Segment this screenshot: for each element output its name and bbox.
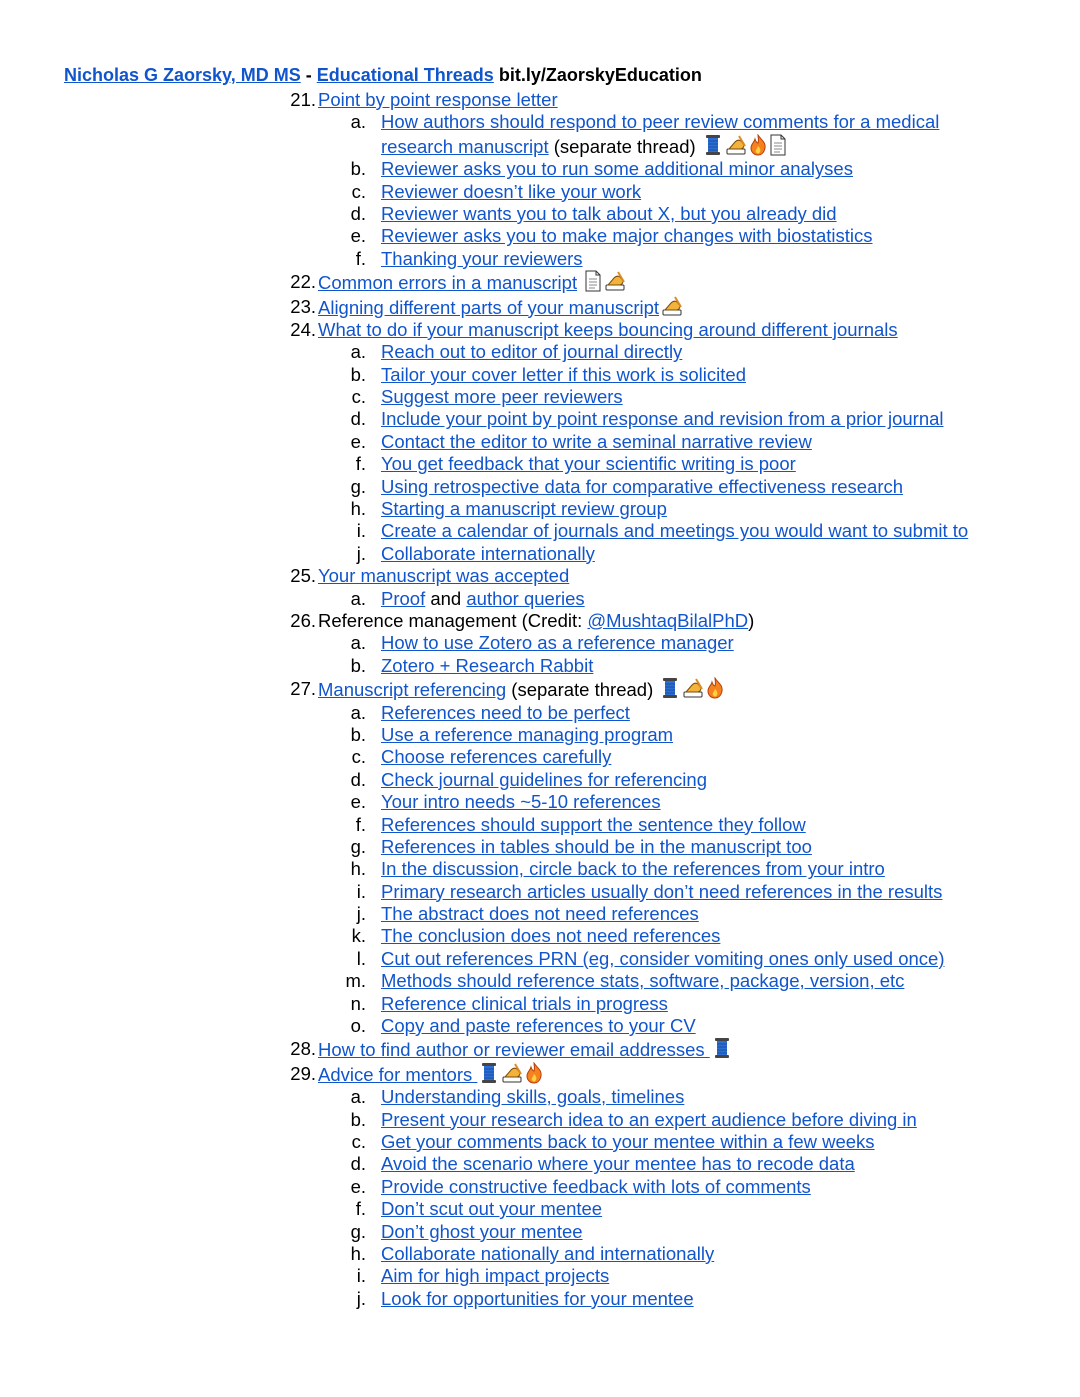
thread-link[interactable]: Provide constructive feedback with lots of comments: [381, 1175, 811, 1197]
spool-icon: [479, 1062, 499, 1084]
list-item: [0, 677, 1080, 701]
thread-link[interactable]: Starting a manuscript review group: [381, 498, 667, 520]
thread-link[interactable]: author queries: [466, 587, 585, 609]
thread-link[interactable]: Check journal guidelines for referencing: [381, 768, 707, 790]
list-item-number: e.: [350, 791, 366, 813]
list-item-number: j.: [356, 1287, 366, 1309]
thread-link[interactable]: Point by point response letter: [318, 89, 558, 110]
list-item-number: i.: [356, 880, 366, 902]
thread-link[interactable]: Methods should reference stats, software, package, version, etc: [381, 970, 905, 992]
thread-link[interactable]: How to find author or reviewer email addresses: [318, 1039, 710, 1061]
list-item-content: [381, 386, 623, 408]
list-item: [0, 203, 1080, 225]
list-item-content: [381, 836, 812, 858]
list-item-content: [381, 248, 583, 270]
list-item: [0, 565, 1080, 587]
list-item: [0, 225, 1080, 247]
list-item-content: [381, 925, 720, 947]
list-item: [0, 111, 1080, 133]
list-item-content: [381, 1153, 855, 1175]
list-item-number: l.: [356, 947, 366, 969]
list-item: [0, 1221, 1080, 1243]
thread-link[interactable]: Reviewer doesn’t like your work: [381, 180, 642, 202]
list-item: [0, 814, 1080, 836]
list-item: [0, 588, 1080, 610]
list-item-content: [381, 543, 595, 565]
list-item-content: [381, 814, 806, 836]
list-item-number: e.: [350, 1175, 366, 1197]
list-item-number: b.: [350, 654, 366, 676]
page-icon: [769, 134, 787, 156]
list-item-number: 24.: [290, 318, 316, 340]
thread-link[interactable]: research manuscript: [381, 135, 549, 157]
list-item-content: [381, 203, 837, 225]
list-item-number: b.: [350, 363, 366, 385]
thread-link[interactable]: Tailor your cover letter if this work is solicited: [381, 363, 746, 385]
thread-link[interactable]: Get your comments back to your mentee within a few weeks: [381, 1130, 875, 1152]
thread-link[interactable]: Create a calendar of journals and meetings you would want to submit to: [381, 520, 969, 542]
list-item: [0, 1288, 1080, 1310]
thread-link[interactable]: The abstract does not need references: [381, 903, 699, 925]
list-item-number: a.: [350, 632, 366, 654]
list-item: [0, 1265, 1080, 1287]
thread-link[interactable]: Your manuscript was accepted: [318, 565, 570, 587]
list-item-content: [381, 364, 746, 386]
list-item: [0, 858, 1080, 880]
list-item-content: [381, 1198, 602, 1220]
thread-link[interactable]: Reviewer asks you to make major changes with biostatistics: [381, 225, 873, 247]
plain-text: (separate thread): [548, 135, 701, 157]
list-item-content: [381, 769, 707, 791]
list-item: [0, 89, 1080, 111]
thread-link[interactable]: References need to be perfect: [381, 701, 630, 723]
list-item-number: j.: [356, 542, 366, 564]
list-item-content: [381, 746, 611, 768]
list-item-number: i.: [356, 1265, 366, 1287]
list-item-number: g.: [350, 1220, 366, 1242]
list-item-content: [381, 408, 944, 430]
thread-link[interactable]: What to do if your manuscript keeps bouncing around different journals: [318, 318, 898, 340]
list-item-content: [381, 476, 903, 498]
list-item-content: [381, 1131, 875, 1153]
thread-link[interactable]: Reviewer wants you to talk about X, but you already did: [381, 202, 837, 224]
short-link-text: bit.ly/ZaorskyEducation: [498, 65, 702, 85]
thread-link[interactable]: Reviewer asks you to run some additional minor analyses: [381, 158, 853, 180]
list-item-content: [381, 655, 593, 677]
list-item: [0, 948, 1080, 970]
list-item-content: [381, 1221, 583, 1243]
plain-text: [577, 272, 582, 293]
list-item: [0, 702, 1080, 724]
fire-icon: [749, 134, 767, 156]
list-item-number: f.: [355, 1198, 366, 1220]
thread-link[interactable]: Reference clinical trials in progress: [381, 992, 668, 1014]
list-item: [0, 520, 1080, 542]
list-item-content: [381, 858, 885, 880]
list-item-number: 25.: [290, 565, 316, 587]
list-item: [0, 1131, 1080, 1153]
list-item-content: [381, 225, 872, 247]
list-item-number: c.: [351, 180, 366, 202]
list-item-content: [381, 1176, 811, 1198]
list-item-content: [381, 520, 968, 542]
list-item: [0, 453, 1080, 475]
list-item: [0, 431, 1080, 453]
list-item-number: g.: [350, 835, 366, 857]
list-item-content: [318, 295, 683, 320]
list-item: [0, 791, 1080, 813]
list-item-number: 23.: [290, 295, 316, 317]
thread-link[interactable]: Don’t ghost your mentee: [381, 1220, 583, 1242]
list-item-content: [381, 724, 673, 746]
list-item-number: 21.: [290, 89, 316, 110]
list-item-content: [381, 632, 734, 654]
list-item-number: a.: [350, 111, 366, 133]
list-item-number: i.: [356, 520, 366, 542]
thread-link[interactable]: Collaborate nationally and internationally: [381, 1242, 715, 1264]
thread-link[interactable]: How authors should respond to peer review comments for a medical: [381, 111, 940, 133]
header-separator: -: [305, 65, 312, 85]
thread-link[interactable]: In the discussion, circle back to the references from your intro: [381, 858, 885, 880]
thread-link[interactable]: Understanding skills, goals, timelines: [381, 1086, 685, 1108]
thread-link[interactable]: Common errors in a manuscript: [318, 272, 578, 294]
list-item-content: [381, 1086, 684, 1108]
thread-link[interactable]: Manuscript referencing: [318, 679, 507, 701]
list-item: [0, 881, 1080, 903]
list-item: [0, 386, 1080, 408]
list-item-content: [381, 498, 667, 520]
list-item: [0, 970, 1080, 992]
fire-icon: [525, 1062, 543, 1084]
list-item-number: e.: [350, 225, 366, 247]
thread-link[interactable]: Advice for mentors: [318, 1063, 478, 1085]
list-item-number: b.: [350, 723, 366, 745]
list-item-content: [381, 588, 585, 610]
fire-icon: [706, 677, 724, 699]
thread-link[interactable]: Copy and paste references to your CV: [381, 1015, 696, 1037]
list-item: [0, 1109, 1080, 1131]
list-item-content: [318, 270, 626, 295]
author-link[interactable]: Nicholas G Zaorsky, MD MS: [64, 65, 301, 85]
thread-link[interactable]: You get feedback that your scientific writing is poor: [381, 453, 796, 475]
list-item-content: [381, 1265, 609, 1287]
thread-link[interactable]: Zotero + Research Rabbit: [381, 654, 594, 676]
list-item-content: [381, 702, 630, 724]
list-item-content: [381, 1243, 714, 1265]
thread-link[interactable]: Cut out references PRN (eg, consider vomiting ones only used once): [381, 947, 945, 969]
list-item: [0, 1198, 1080, 1220]
list-item-content: [318, 610, 754, 632]
list-item: [0, 925, 1080, 947]
thread-link[interactable]: Include your point by point response and revision from a prior journal: [381, 408, 944, 430]
list-item-number: b.: [350, 158, 366, 180]
writing-hand-icon: [501, 1062, 523, 1084]
list-item-content: [381, 453, 796, 475]
thread-link[interactable]: References in tables should be in the manuscript too: [381, 835, 812, 857]
spool-icon: [703, 134, 723, 156]
list-item-content: [381, 431, 812, 453]
list-item-number: f.: [355, 813, 366, 835]
thread-link[interactable]: Present your research idea to an expert audience before diving in: [381, 1108, 917, 1130]
list-item-content: [381, 1015, 696, 1037]
list-item: [0, 1153, 1080, 1175]
list-item: [0, 181, 1080, 203]
list-item: [0, 408, 1080, 430]
list-item: [0, 632, 1080, 654]
list-item: [0, 248, 1080, 270]
list-item-number: a.: [350, 1086, 366, 1108]
list-item: [0, 1037, 1080, 1061]
list-item-number: f.: [355, 247, 366, 269]
list-item-content: [318, 89, 558, 111]
list-item-number: h.: [350, 498, 366, 520]
thread-link[interactable]: @MushtaqBilalPhD: [587, 609, 749, 631]
list-item-number: 28.: [290, 1038, 316, 1060]
list-item-content: [318, 677, 724, 702]
list-item-content: [381, 881, 942, 903]
thread-link[interactable]: Avoid the scenario where your mentee has to recode data: [381, 1153, 855, 1175]
list-item-number: d.: [350, 1153, 366, 1175]
list-item-content: [381, 791, 661, 813]
thread-link[interactable]: Your intro needs ~5-10 references: [381, 791, 661, 813]
list-item-number: 27.: [290, 678, 316, 700]
list-item-number: n.: [350, 992, 366, 1014]
list-item: [0, 1176, 1080, 1198]
thread-link[interactable]: References should support the sentence they follow: [381, 813, 806, 835]
list-item-number: a.: [350, 341, 366, 363]
list-item-number: k.: [351, 925, 366, 947]
thread-link[interactable]: Using retrospective data for comparative effectiveness research: [381, 475, 904, 497]
writing-hand-icon: [682, 677, 704, 699]
list-item-number: a.: [350, 701, 366, 723]
thread-list: [0, 89, 1080, 1310]
list-item: [0, 158, 1080, 180]
list-item-number: 22.: [290, 271, 316, 293]
list-item: [0, 1086, 1080, 1108]
thread-link[interactable]: Aim for high impact projects: [381, 1265, 610, 1287]
list-item: [0, 476, 1080, 498]
list-item-content: [318, 565, 569, 587]
list-item: [0, 724, 1080, 746]
list-item: [0, 993, 1080, 1015]
list-item: [0, 746, 1080, 768]
list-item-content: [381, 970, 904, 992]
thread-link[interactable]: Primary research articles usually don’t need references in the results: [381, 880, 943, 902]
list-item-number: 29.: [290, 1062, 316, 1084]
list-item-number: c.: [351, 746, 366, 768]
list-item: [0, 498, 1080, 520]
list-item: [0, 270, 1080, 294]
list-item: [0, 295, 1080, 319]
thread-link[interactable]: The conclusion does not need references: [381, 925, 721, 947]
plain-text: Reference management (Credit:: [318, 609, 588, 631]
plain-text: and: [425, 587, 467, 609]
list-item: [0, 134, 1080, 158]
list-item-content: [381, 158, 853, 180]
list-item-number: d.: [350, 202, 366, 224]
thread-link[interactable]: Aligning different parts of your manuscript: [318, 296, 660, 318]
list-item-number: c.: [351, 1130, 366, 1152]
list-item-content: [318, 319, 898, 341]
list-item: [0, 1243, 1080, 1265]
list-item-number: d.: [350, 408, 366, 430]
list-item: [0, 836, 1080, 858]
list-item: [0, 1062, 1080, 1086]
list-item: [0, 655, 1080, 677]
thread-link[interactable]: Look for opportunities for your mentee: [381, 1287, 694, 1309]
document-header: [64, 64, 702, 86]
list-item: [0, 543, 1080, 565]
educational-threads-link[interactable]: Educational Threads: [316, 65, 494, 85]
list-item-number: f.: [355, 453, 366, 475]
list-item-content: [318, 1062, 543, 1087]
list-item-number: h.: [350, 858, 366, 880]
list-item: [0, 610, 1080, 632]
plain-text: (separate thread): [506, 679, 659, 701]
list-item-content: [381, 134, 787, 159]
list-item-content: [318, 1037, 732, 1062]
thread-link[interactable]: Proof: [381, 587, 426, 609]
plain-text: ): [748, 609, 755, 631]
list-item-content: [381, 111, 939, 133]
list-item-number: e.: [350, 430, 366, 452]
list-item: [0, 769, 1080, 791]
list-item-content: [381, 948, 945, 970]
list-item-content: [381, 181, 641, 203]
list-item: [0, 1015, 1080, 1037]
spool-icon: [660, 677, 680, 699]
writing-hand-icon: [725, 134, 747, 156]
thread-link[interactable]: Collaborate internationally: [381, 542, 595, 564]
thread-link[interactable]: Use a reference managing program: [381, 723, 674, 745]
writing-hand-icon: [604, 270, 626, 292]
thread-link[interactable]: Choose references carefully: [381, 746, 612, 768]
spool-icon: [712, 1037, 732, 1059]
thread-link[interactable]: Suggest more peer reviewers: [381, 386, 623, 408]
list-item-content: [381, 993, 668, 1015]
list-item: [0, 364, 1080, 386]
list-item-number: d.: [350, 768, 366, 790]
list-item-number: b.: [350, 1108, 366, 1130]
list-item-number: m.: [345, 970, 366, 992]
list-item: [0, 341, 1080, 363]
list-item: [0, 903, 1080, 925]
list-item: [0, 319, 1080, 341]
page-icon: [584, 270, 602, 292]
list-item-content: [381, 903, 699, 925]
list-item-content: [381, 1109, 917, 1131]
list-item-content: [381, 341, 682, 363]
list-item-number: h.: [350, 1242, 366, 1264]
thread-link[interactable]: Contact the editor to write a seminal narrative review: [381, 430, 812, 452]
list-item-number: c.: [351, 386, 366, 408]
list-item-number: a.: [350, 587, 366, 609]
list-item-number: 26.: [290, 609, 316, 631]
writing-hand-icon: [661, 295, 683, 317]
thread-link[interactable]: Reach out to editor of journal directly: [381, 341, 683, 363]
thread-link[interactable]: Don’t scut out your mentee: [381, 1198, 603, 1220]
thread-link[interactable]: How to use Zotero as a reference manager: [381, 632, 734, 654]
list-item-number: g.: [350, 475, 366, 497]
list-item-number: o.: [350, 1015, 366, 1037]
thread-link[interactable]: Thanking your reviewers: [381, 247, 583, 269]
list-item-number: j.: [356, 903, 366, 925]
list-item-content: [381, 1288, 694, 1310]
